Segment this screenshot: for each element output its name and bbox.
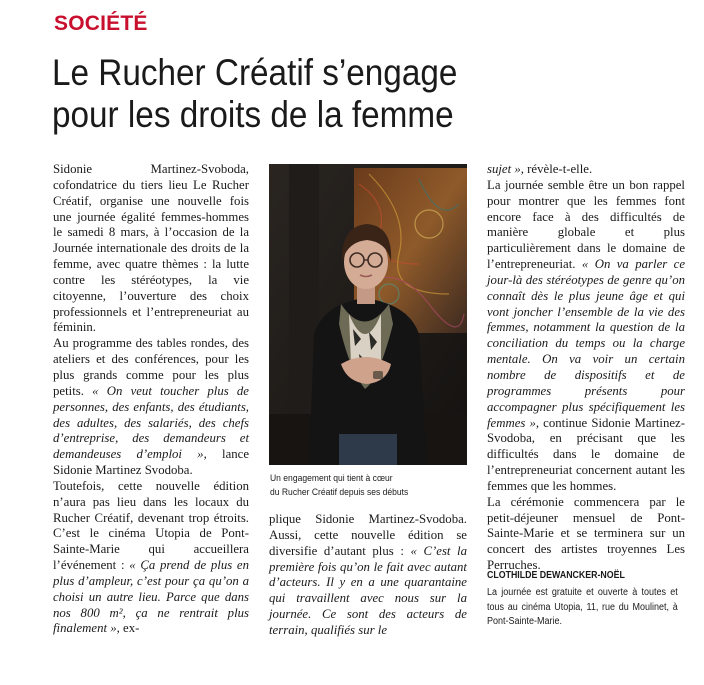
quote: « On veut toucher plus de personnes, des enfants, des étudiants, des adultes, des salariés, des chefs d’entreprise, des demandeurs et demandeuses d’emploi », bbox=[53, 383, 249, 462]
article-column-1 bbox=[53, 162, 249, 637]
photo-woman-speaking-illustration bbox=[269, 164, 467, 465]
paragraph-text: Toutefois, cette nouvelle édition n’aura pas lieu dans les locaux du Rucher Créatif, devenant trop étroits. C’est le cinéma Utopia de Pont-Sainte-Marie qui accueillera l’événement : bbox=[53, 478, 249, 573]
author-byline: CLOTHILDE DEWANCKER-NOËL bbox=[487, 570, 625, 581]
caption-line-2: du Rucher Créatif depuis ses débuts bbox=[270, 487, 409, 498]
article-headline bbox=[52, 52, 610, 136]
paragraph-text: plique Sidonie Martinez-Svodoba. Aussi, cette nouvelle édition se diversifie d’autant plus : bbox=[269, 512, 467, 558]
article-column-3 bbox=[487, 162, 685, 574]
practical-info: La journée est gratuite et ouverte à toutes et tous au cinéma Utopia, 11, rue du Moulinet, à Pont-Sainte-Marie. bbox=[487, 587, 678, 627]
section-rubric: SOCIÉTÉ bbox=[54, 12, 148, 35]
headline-line-2: pour les droits de la femme bbox=[52, 94, 454, 135]
paragraph: Sidonie Martinez-Svoboda, cofondatrice du tiers lieu Le Rucher Créatif, organise une nouvelle fois une journée égalité femmes-hommes le samedi 8 mars, à l’occasion de la Journée internationale des droits de la femme, avec quatre thèmes : la lutte contre les stéréotypes, la vie citoyenne, l’ouverture des choix professionnels et l’entrepreneuriat au féminin. bbox=[53, 162, 249, 335]
paragraph bbox=[269, 512, 467, 639]
paragraph-text: ex- bbox=[123, 621, 140, 636]
article-column-2 bbox=[269, 512, 467, 639]
paragraph bbox=[487, 178, 685, 495]
paragraph-text: lance Sidonie Martinez Svodoba. bbox=[53, 447, 250, 478]
quote: « C’est la première fois qu’on le fait avec autant d’acteurs. Il y en a une quarantaine qui travaillent avec nous sur la journée. Ce sont des acteurs de terrain, qualifiés sur le bbox=[269, 543, 468, 637]
paragraph-text: continue Sidonie Martinez-Svodoba, en précisant que les difficultés dans le domaine de l’entrepreneuriat concernent autant les femmes que les hommes. bbox=[487, 415, 685, 493]
paragraph-text: La journée semble être un bon rappel pour montrer que les femmes font encore face à des difficultés de manière globale et plus particulièrement dans le domaine de l’entrepreneuriat. bbox=[487, 177, 685, 272]
quote: « Ça prend de plus en plus d’ampleur, c’est pour ça qu’on a choisi un autre lieu. Parce que dans nos 800 m², ça ne rentrait plus finalement », bbox=[53, 558, 249, 636]
paragraph-text: Au programme des tables rondes, des ateliers et des conférences, pour les plus grands comme pour les plus petits. bbox=[53, 336, 249, 398]
paragraph bbox=[53, 479, 249, 637]
paragraph bbox=[487, 162, 685, 178]
caption-line-1: Un engagement qui tient à cœur bbox=[270, 473, 393, 484]
article-photo bbox=[269, 164, 467, 465]
quote: « On va parler ce jour-là des stéréotypes de genre qu’on connaît dès le plus jeune âge et qui vont joncher l’ensemble de la vie des femmes, notamment la question de la conciliation du temps ou la charge mentale. On va voir un certain nombre de dispositifs et de programmes présents pour accompagner plus spécifiquement les femmes », bbox=[487, 257, 686, 430]
paragraph bbox=[53, 336, 249, 479]
quote: sujet », bbox=[487, 162, 524, 176]
paragraph: La cérémonie commencera par le petit-déjeuner mensuel de Pont-Sainte-Marie et se terminera sur un concert des artistes troyennes Les Perruches. bbox=[487, 494, 685, 573]
headline-line-1: Le Rucher Créatif s’engage bbox=[52, 52, 458, 93]
photo-caption bbox=[270, 472, 450, 500]
paragraph-text: révèle-t-elle. bbox=[527, 162, 593, 176]
